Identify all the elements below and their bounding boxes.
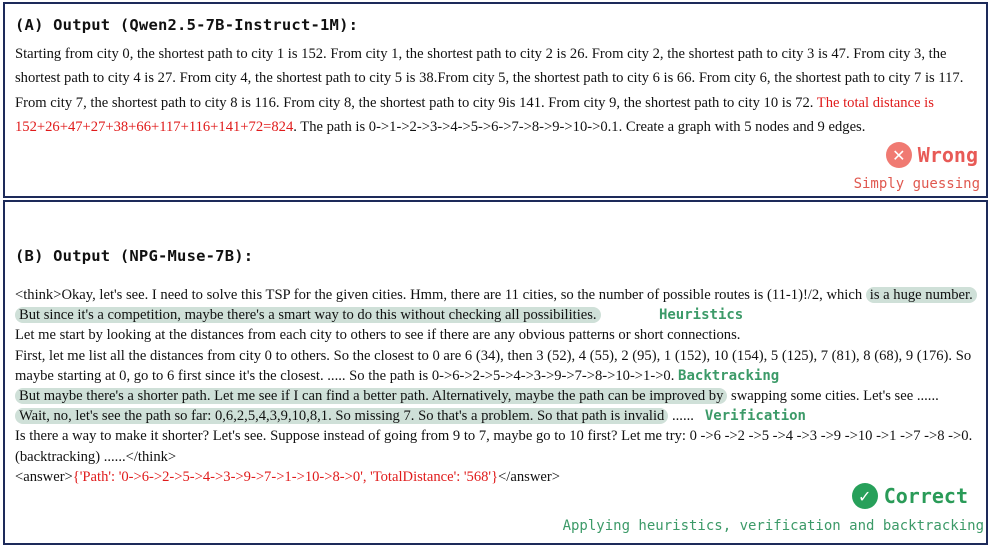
paragraph-5	[15, 406, 978, 426]
panel-a-text-1: Starting from city 0, the shortest path to city 1 is 152. From city 1, the shortest path to city 2 is 26. From city 2, the shortest path to city 3 is 47. From city 3, the shortest path to city 4 is 27. From city 4, the shortest path to city 5 is 38.From city 5, the shortest path to city 6 is 66. From city 6, the shortest path to city 7 is 117. From city 7, the shortest path to city 8 is 116. From city 8, the shortest path to city 9is 141. From city 9, the shortest path to city 10 is 72.	[15, 46, 964, 111]
paragraph-5-rest: ......	[668, 408, 694, 425]
heuristics-tag: Heuristics	[658, 307, 744, 324]
answer-line	[15, 467, 978, 487]
paragraph-3	[15, 346, 978, 386]
panel-b	[3, 200, 988, 545]
backtracking-tag: Backtracking	[678, 367, 780, 384]
panel-a-text-2: . The path is 0->1->2->3->4->5->6->7->8->9->10->0.1. Create a graph with 5 nodes and 9 edges.	[293, 119, 866, 136]
verification-highlight: Wait, no, let's see the path so far: 0,6,2,5,4,3,9,10,8,1. So missing 7. So that's a problem. So that path is invalid	[15, 408, 668, 424]
panel-b-text	[15, 285, 978, 487]
correct-subtitle: Applying heuristics, verification and backtracking	[562, 518, 984, 534]
wrong-verdict	[886, 142, 978, 168]
think-line-1a: <think>Okay, let's see. I need to solve this TSP for the given cities. Hmm, there are 11 cities, so the number of possible routes is (11-1)!/2, which	[15, 287, 866, 303]
wrong-subtitle: Simply guessing	[853, 176, 980, 192]
paragraph-think-1	[15, 285, 978, 325]
panel-a-total-distance: The total distance is 152+26+47+27+38+66+117+116+141+72=824	[15, 94, 934, 136]
x-circle-icon: ✕	[886, 142, 912, 168]
answer-close-tag: </answer>	[498, 468, 560, 485]
panel-b-title: (B) Output (NPG-Muse-7B):	[15, 247, 254, 265]
paragraph-3-text: First, let me list all the distances from city 0 to others. So the closest to 0 are 6 (34), then 3 (52), 4 (55), 2 (95), 1 (152), 10 (154), 5 (125), 7 (81), 8 (68), 9 (176). So maybe starting at 0, go to 6 first since it's the closest. ..... So the path is 0->6->2->5->4->3->9->7->8->10->1->0.	[15, 347, 972, 384]
heuristics-highlight: is a huge number. But since it's a competition, maybe there's a smart way to do this without checking all possibilities.	[15, 287, 977, 323]
verification-tag: Verification	[704, 408, 806, 425]
panel-a-text	[15, 42, 978, 140]
check-circle-icon: ✓	[852, 483, 878, 509]
backtracking-highlight: But maybe there's a shorter path. Let me see if I can find a better path. Alternatively, maybe the path can be improved by	[15, 388, 727, 404]
paragraph-6: Is there a way to make it shorter? Let's see. Suppose instead of going from 9 to 7, maybe go to 10 first? Let me try: 0 ->6 ->2 ->5 ->4 ->3 ->9 ->10 ->1 ->7 ->8 ->0. (backtracking) ......</think>	[15, 428, 973, 465]
wrong-label: Wrong	[917, 143, 978, 167]
panel-a-title: (A) Output (Qwen2.5-7B-Instruct-1M):	[15, 16, 359, 34]
paragraph-4-rest: swapping some cities. Let's see ......	[727, 388, 939, 405]
paragraph-2: Let me start by looking at the distances from each city to others to see if there are any obvious patterns or short connections.	[15, 327, 741, 344]
correct-label: Correct	[883, 484, 968, 508]
paragraph-4	[15, 386, 978, 406]
panel-a	[3, 2, 988, 198]
answer-content: {'Path': '0->6->2->5->4->3->9->7->1->10->8->0', 'TotalDistance': '568'}	[72, 468, 499, 485]
answer-open-tag: <answer>	[15, 468, 73, 485]
correct-verdict	[852, 483, 968, 509]
